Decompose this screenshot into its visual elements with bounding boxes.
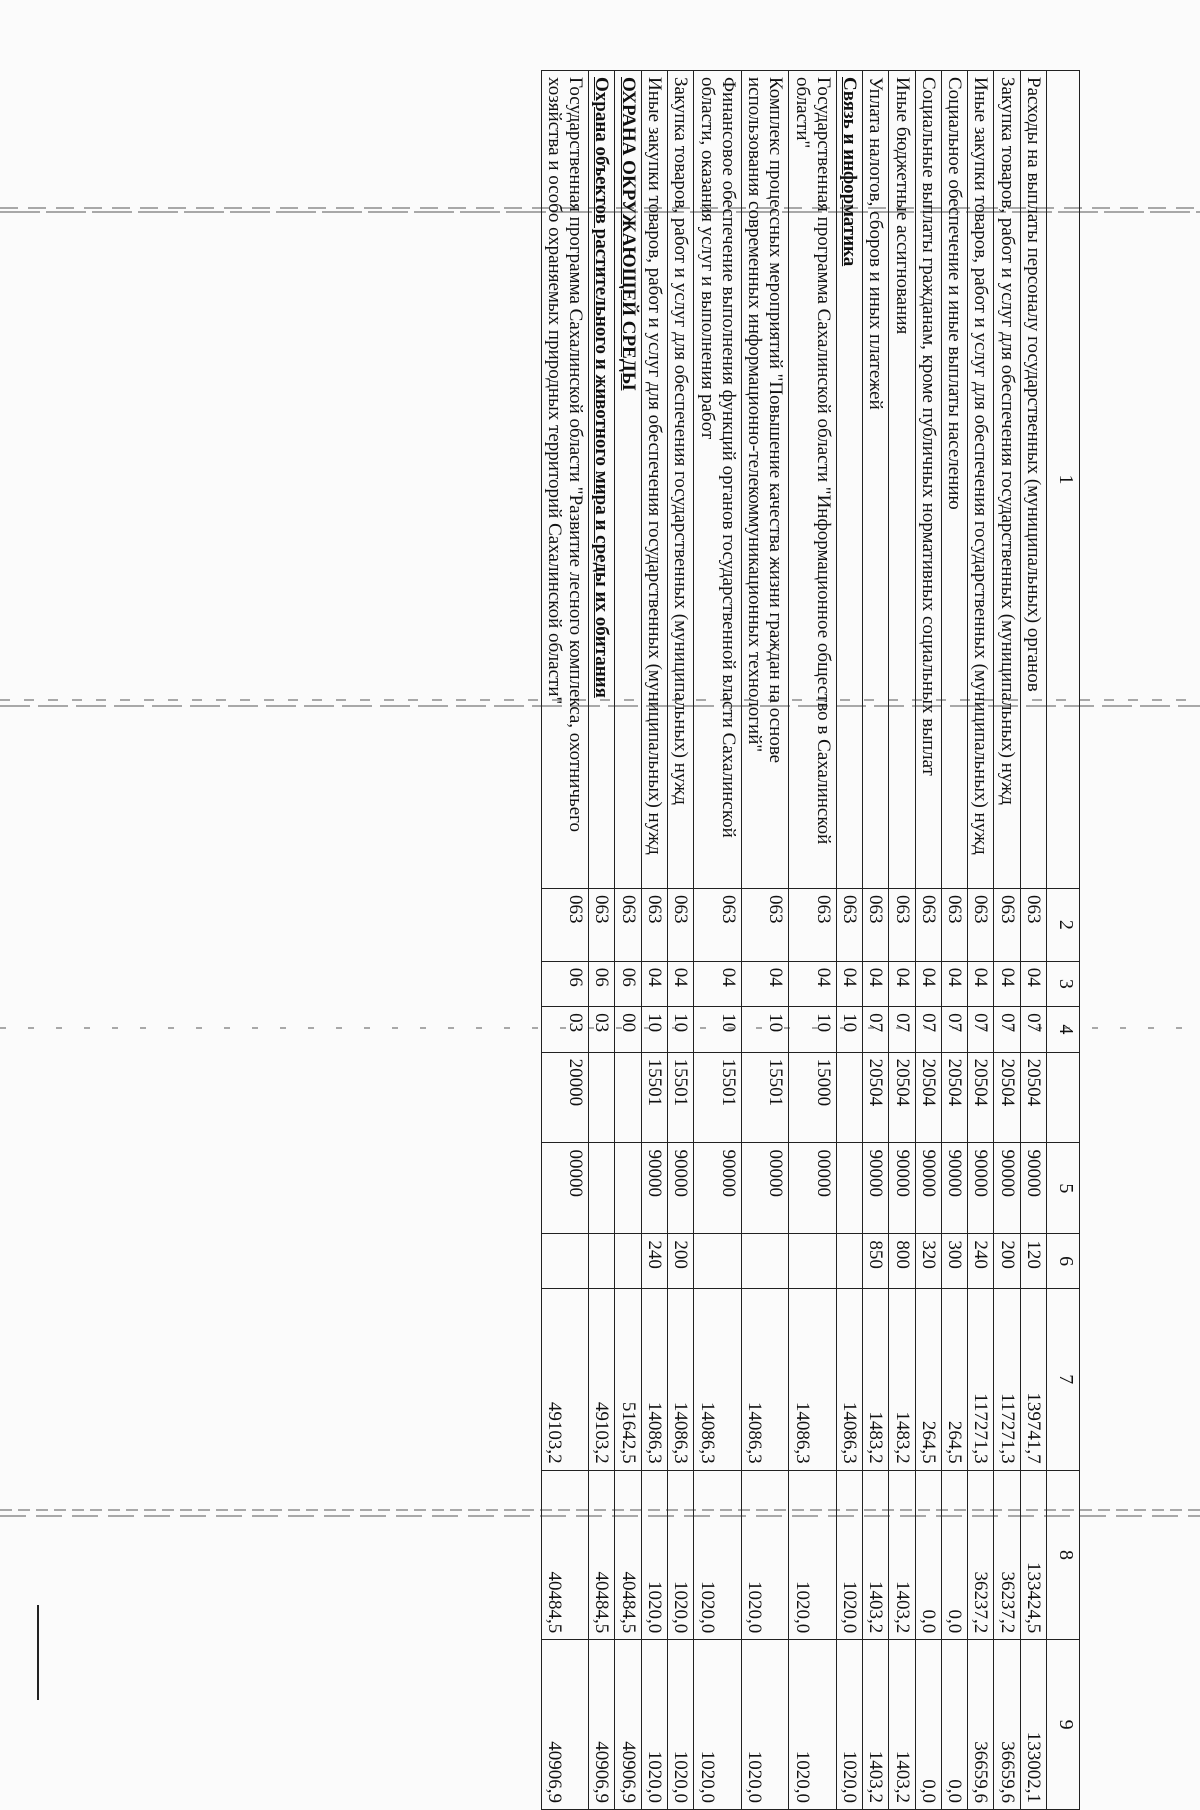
cell-section: 06 [615, 961, 641, 1006]
cell-target-article-b: 90000 [915, 1143, 941, 1234]
cell-expense-type: 200 [994, 1234, 1020, 1289]
cell-amount-year-1: 1483,2 [889, 1288, 915, 1470]
cell-amount-year-3: 40906,9 [589, 1640, 615, 1810]
column-header: 4 [1047, 1007, 1080, 1052]
cell-subsection: 03 [589, 1007, 615, 1052]
cell-amount-year-3: 133002,1 [1020, 1640, 1046, 1810]
cell-section: 04 [836, 961, 862, 1006]
cell-amount-year-3: 1020,0 [694, 1640, 742, 1810]
cell-section: 04 [889, 961, 915, 1006]
header-row [1047, 71, 1080, 1810]
table-row [694, 71, 742, 1810]
column-header: 9 [1047, 1640, 1080, 1810]
cell-expense-type [694, 1234, 742, 1289]
cell-amount-year-3: 1020,0 [668, 1640, 694, 1810]
table-row [915, 71, 941, 1810]
table-row [1020, 71, 1046, 1810]
cell-target-article-b: 90000 [1020, 1143, 1046, 1234]
cell-target-article-a: 20504 [889, 1052, 915, 1143]
cell-amount-year-1: 139741,7 [1020, 1288, 1046, 1470]
row-description: Государственная программа Сахалинской области "Информационное общество в Сахалинской области" [789, 71, 837, 889]
cell-section: 04 [668, 961, 694, 1006]
cell-section: 04 [789, 961, 837, 1006]
cell-amount-year-2: 0,0 [915, 1470, 941, 1640]
cell-subsection: 10 [641, 1007, 667, 1052]
cell-target-article-b: 90000 [641, 1143, 667, 1234]
cell-section: 04 [941, 961, 967, 1006]
cell-subsection: 07 [889, 1007, 915, 1052]
cell-target-article-a: 15501 [641, 1052, 667, 1143]
cell-expense-type [541, 1234, 589, 1289]
cell-subsection: 07 [968, 1007, 994, 1052]
cell-target-article-b: 90000 [941, 1143, 967, 1234]
column-header: 7 [1047, 1288, 1080, 1470]
cell-amount-year-1: 117271,3 [968, 1288, 994, 1470]
cell-target-article-a: 20504 [994, 1052, 1020, 1143]
row-description: Закупка товаров, работ и услуг для обеспечения государственных (муниципальных) нужд [668, 71, 694, 889]
cell-amount-year-1: 14086,3 [741, 1288, 789, 1470]
cell-target-article-b [836, 1143, 862, 1234]
cell-amount-year-1: 14086,3 [641, 1288, 667, 1470]
cell-amount-year-1: 14086,3 [668, 1288, 694, 1470]
cell-amount-year-2: 0,0 [941, 1470, 967, 1640]
cell-subsection: 10 [789, 1007, 837, 1052]
cell-amount-year-1: 51642,5 [615, 1288, 641, 1470]
cell-target-article-b: 90000 [863, 1143, 889, 1234]
cell-amount-year-3: 1403,2 [863, 1640, 889, 1810]
row-description: Связь и информатика [836, 71, 862, 889]
cell-target-article-a [589, 1052, 615, 1143]
cell-amount-year-2: 1020,0 [641, 1470, 667, 1640]
cell-amount-year-2: 1020,0 [694, 1470, 742, 1640]
cell-amount-year-2: 133424,5 [1020, 1470, 1046, 1640]
cell-expense-type: 200 [668, 1234, 694, 1289]
cell-subsection: 00 [615, 1007, 641, 1052]
column-header: 6 [1047, 1234, 1080, 1289]
cell-target-article-b: 90000 [994, 1143, 1020, 1234]
cell-target-article-a [615, 1052, 641, 1143]
cell-amount-year-1: 49103,2 [541, 1288, 589, 1470]
table-row [589, 71, 615, 1810]
cell-target-article-a: 20504 [915, 1052, 941, 1143]
cell-admin-code: 063 [889, 888, 915, 961]
column-header [1047, 1052, 1080, 1143]
cell-amount-year-2: 1020,0 [789, 1470, 837, 1640]
table-row [994, 71, 1020, 1810]
cell-admin-code: 063 [694, 888, 742, 961]
row-description: Охрана объектов растительного и животного мира и среды их обитания [589, 71, 615, 889]
cell-target-article-a: 15000 [789, 1052, 837, 1143]
cell-amount-year-3: 0,0 [941, 1640, 967, 1810]
cell-target-article-b: 90000 [889, 1143, 915, 1234]
table-row [941, 71, 967, 1810]
cell-expense-type [741, 1234, 789, 1289]
cell-admin-code: 063 [968, 888, 994, 961]
column-header: 2 [1047, 888, 1080, 961]
cell-admin-code: 063 [589, 888, 615, 961]
cell-admin-code: 063 [1020, 888, 1046, 961]
cell-section: 04 [1020, 961, 1046, 1006]
cell-amount-year-2: 36237,2 [994, 1470, 1020, 1640]
rotated-budget-page [140, 70, 1080, 1810]
cell-target-article-b: 90000 [968, 1143, 994, 1234]
cell-amount-year-1: 14086,3 [789, 1288, 837, 1470]
cell-target-article-b: 90000 [668, 1143, 694, 1234]
row-description: Закупка товаров, работ и услуг для обеспечения государственных (муниципальных) нужд [994, 71, 1020, 889]
cell-subsection: 07 [1020, 1007, 1046, 1052]
row-description: Иные бюджетные ассигнования [889, 71, 915, 889]
row-description: Иные закупки товаров, работ и услуг для обеспечения государственных (муниципальных) нужд [968, 71, 994, 889]
cell-target-article-b [589, 1143, 615, 1234]
cell-amount-year-3: 36659,6 [994, 1640, 1020, 1810]
cell-expense-type: 240 [968, 1234, 994, 1289]
cell-admin-code: 063 [541, 888, 589, 961]
cell-subsection: 07 [863, 1007, 889, 1052]
cell-target-article-a: 20504 [863, 1052, 889, 1143]
cell-section: 04 [741, 961, 789, 1006]
row-description: Уплата налогов, сборов и иных платежей [863, 71, 889, 889]
table-row [641, 71, 667, 1810]
cell-target-article-a: 15501 [694, 1052, 742, 1143]
cell-admin-code: 063 [915, 888, 941, 961]
table-row [968, 71, 994, 1810]
cell-amount-year-3: 1020,0 [641, 1640, 667, 1810]
cell-amount-year-3: 0,0 [915, 1640, 941, 1810]
cell-target-article-a: 15501 [668, 1052, 694, 1143]
cell-target-article-b [615, 1143, 641, 1234]
cell-section: 04 [994, 961, 1020, 1006]
cell-admin-code: 063 [863, 888, 889, 961]
cell-admin-code: 063 [615, 888, 641, 961]
cell-amount-year-3: 40906,9 [615, 1640, 641, 1810]
cell-amount-year-1: 1483,2 [863, 1288, 889, 1470]
cell-target-article-b: 00000 [541, 1143, 589, 1234]
column-header: 3 [1047, 961, 1080, 1006]
cell-expense-type: 120 [1020, 1234, 1046, 1289]
cell-amount-year-2: 40484,5 [615, 1470, 641, 1640]
row-description: Социальное обеспечение и иные выплаты населению [941, 71, 967, 889]
cell-expense-type [836, 1234, 862, 1289]
table-row [836, 71, 862, 1810]
row-description: Государственная программа Сахалинской области "Развитие лесного комплекса, охотничьего хозяйства и особо охраняемых природных территорий Сахалинской области" [541, 71, 589, 889]
cell-amount-year-2: 1020,0 [741, 1470, 789, 1640]
row-description: ОХРАНА ОКРУЖАЮЩЕЙ СРЕДЫ [615, 71, 641, 889]
cell-expense-type [589, 1234, 615, 1289]
cell-expense-type [789, 1234, 837, 1289]
cell-amount-year-2: 1403,2 [889, 1470, 915, 1640]
cell-subsection: 07 [994, 1007, 1020, 1052]
cell-amount-year-3: 40906,9 [541, 1640, 589, 1810]
cell-target-article-b: 00000 [789, 1143, 837, 1234]
cell-section: 04 [694, 961, 742, 1006]
table-body [541, 71, 1079, 1810]
table-row [741, 71, 789, 1810]
cell-amount-year-1: 264,5 [915, 1288, 941, 1470]
cell-expense-type: 850 [863, 1234, 889, 1289]
cell-amount-year-3: 1020,0 [789, 1640, 837, 1810]
cell-admin-code: 063 [836, 888, 862, 961]
column-header: 5 [1047, 1143, 1080, 1234]
cell-target-article-a: 20504 [968, 1052, 994, 1143]
row-description: Расходы на выплаты персоналу государственных (муниципальных) органов [1020, 71, 1046, 889]
cell-section: 04 [641, 961, 667, 1006]
cell-subsection: 10 [836, 1007, 862, 1052]
cell-subsection: 07 [941, 1007, 967, 1052]
cell-amount-year-1: 264,5 [941, 1288, 967, 1470]
cell-expense-type: 320 [915, 1234, 941, 1289]
cell-amount-year-2: 36237,2 [968, 1470, 994, 1640]
row-description: Социальные выплаты гражданам, кроме публичных нормативных социальных выплат [915, 71, 941, 889]
cell-admin-code: 063 [668, 888, 694, 961]
cell-target-article-a: 15501 [741, 1052, 789, 1143]
column-header: 1 [1047, 71, 1080, 889]
cell-admin-code: 063 [941, 888, 967, 961]
cell-subsection: 10 [741, 1007, 789, 1052]
cell-admin-code: 063 [641, 888, 667, 961]
cell-section: 04 [915, 961, 941, 1006]
cell-subsection: 10 [694, 1007, 742, 1052]
cell-admin-code: 063 [789, 888, 837, 961]
table-row [615, 71, 641, 1810]
cell-expense-type [615, 1234, 641, 1289]
cell-amount-year-1: 117271,3 [994, 1288, 1020, 1470]
cell-amount-year-1: 14086,3 [836, 1288, 862, 1470]
table-row [889, 71, 915, 1810]
cell-target-article-a: 20000 [541, 1052, 589, 1143]
cell-admin-code: 063 [741, 888, 789, 961]
column-header: 8 [1047, 1470, 1080, 1640]
cell-target-article-b: 00000 [741, 1143, 789, 1234]
table-row [863, 71, 889, 1810]
cell-expense-type: 800 [889, 1234, 915, 1289]
cell-amount-year-3: 36659,6 [968, 1640, 994, 1810]
cell-amount-year-2: 40484,5 [541, 1470, 589, 1640]
cell-subsection: 10 [668, 1007, 694, 1052]
cell-amount-year-2: 1020,0 [836, 1470, 862, 1640]
row-description: Иные закупки товаров, работ и услуг для обеспечения государственных (муниципальных) нужд [641, 71, 667, 889]
cell-amount-year-3: 1403,2 [889, 1640, 915, 1810]
cell-expense-type: 300 [941, 1234, 967, 1289]
cell-amount-year-3: 1020,0 [836, 1640, 862, 1810]
cell-section: 06 [541, 961, 589, 1006]
cell-admin-code: 063 [994, 888, 1020, 961]
cell-target-article-a: 20504 [941, 1052, 967, 1143]
row-description: Финансовое обеспечение выполнения функций органов государственной власти Сахалинской области, оказания услуг и выполнения работ [694, 71, 742, 889]
cell-expense-type: 240 [641, 1234, 667, 1289]
budget-table [541, 70, 1080, 1810]
cell-amount-year-2: 40484,5 [589, 1470, 615, 1640]
table-row [789, 71, 837, 1810]
table-row [541, 71, 589, 1810]
cell-amount-year-2: 1020,0 [668, 1470, 694, 1640]
cell-target-article-a [836, 1052, 862, 1143]
cell-section: 04 [968, 961, 994, 1006]
cell-target-article-b: 90000 [694, 1143, 742, 1234]
cell-amount-year-3: 1020,0 [741, 1640, 789, 1810]
cell-section: 04 [863, 961, 889, 1006]
cell-amount-year-1: 14086,3 [694, 1288, 742, 1470]
cell-subsection: 03 [541, 1007, 589, 1052]
cell-subsection: 07 [915, 1007, 941, 1052]
row-description: Комплекс процессных мероприятий "Повышение качества жизни граждан на основе использования современных информационно-телекоммуникационных технологий" [741, 71, 789, 889]
cell-section: 06 [589, 961, 615, 1006]
cell-amount-year-1: 49103,2 [589, 1288, 615, 1470]
table-row [668, 71, 694, 1810]
cell-target-article-a: 20504 [1020, 1052, 1046, 1143]
cell-amount-year-2: 1403,2 [863, 1470, 889, 1640]
